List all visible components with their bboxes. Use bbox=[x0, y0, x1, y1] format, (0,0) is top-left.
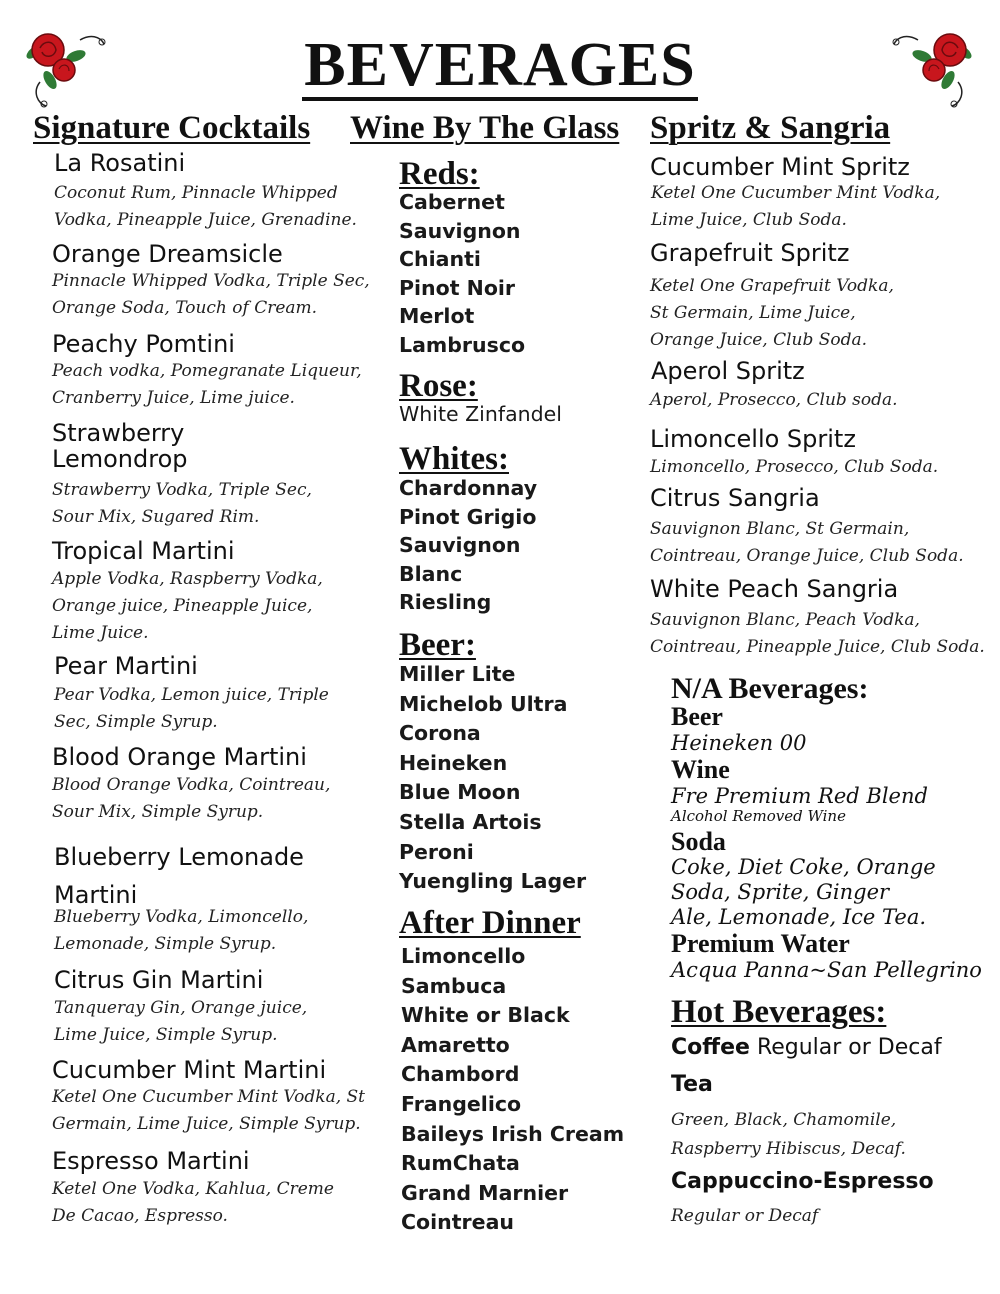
beer-list bbox=[399, 660, 586, 897]
list-item: Grand Marnier bbox=[401, 1180, 569, 1205]
list-item: Corona bbox=[399, 721, 481, 746]
hot-tea-label: Tea bbox=[671, 1072, 713, 1097]
cocktail-desc: Blood Orange Vodka, Cointreau, Sour Mix, Simple Syrup. bbox=[52, 775, 331, 822]
na-beer-label: Beer bbox=[671, 702, 723, 731]
cocktail-desc: Pinnacle Whipped Vodka, Triple Sec, Orange Soda, Touch of Cream. bbox=[52, 271, 370, 318]
list-item: Sambuca bbox=[401, 973, 507, 998]
cocktail-desc: Coconut Rum, Pinnacle Whipped Vodka, Pineapple Juice, Grenadine. bbox=[54, 183, 357, 230]
spritz-desc: Sauvignon Blanc, St Germain, Cointreau, Orange Juice, Club Soda. bbox=[650, 519, 964, 566]
na-beer-value: Heineken 00 bbox=[671, 731, 807, 755]
list-item: Miller Lite bbox=[399, 662, 516, 686]
cocktail-desc: Peach vodka, Pomegranate Liqueur, Cranberry Juice, Lime juice. bbox=[52, 361, 362, 408]
spritz-desc: Aperol, Prosecco, Club soda. bbox=[650, 390, 898, 410]
cocktail-name: Cucumber Mint Martini bbox=[52, 1056, 327, 1084]
reds-list bbox=[399, 188, 525, 359]
na-wine-label: Wine bbox=[671, 755, 730, 784]
cocktail-desc: Strawberry Vodka, Triple Sec, Sour Mix, Sugared Rim. bbox=[52, 480, 312, 527]
after-dinner-heading: After Dinner bbox=[399, 905, 581, 941]
hot-cappuccino-label: Cappuccino-Espresso bbox=[671, 1169, 934, 1194]
list-item: Frangelico bbox=[401, 1091, 522, 1116]
na-beverages-heading: N/A Beverages: bbox=[671, 672, 869, 705]
list-item: Michelob Ultra bbox=[399, 691, 568, 716]
rose-list bbox=[399, 400, 562, 429]
list-item: Sauvignon bbox=[399, 218, 521, 243]
after-dinner-list bbox=[401, 942, 624, 1238]
spritz-desc: Limoncello, Prosecco, Club Soda. bbox=[650, 457, 939, 477]
reds-heading: Reds: bbox=[399, 156, 480, 192]
hot-coffee-value: Regular or Decaf bbox=[756, 1035, 942, 1060]
cocktail-name: Blood Orange Martini bbox=[52, 743, 307, 771]
cocktail-name: Espresso Martini bbox=[52, 1147, 250, 1175]
list-item: Amaretto bbox=[401, 1032, 510, 1057]
signature-cocktails-heading: Signature Cocktails bbox=[33, 110, 311, 146]
cocktail-name: Blueberry Lemonade Martini bbox=[54, 843, 304, 909]
spritz-name: White Peach Sangria bbox=[650, 575, 899, 603]
list-item: Stella Artois bbox=[399, 809, 542, 834]
hot-beverages-heading: Hot Beverages: bbox=[671, 994, 887, 1030]
list-item: Chardonnay bbox=[399, 476, 538, 500]
rose-heading: Rose: bbox=[399, 368, 478, 404]
hot-coffee-label: Coffee bbox=[671, 1035, 750, 1060]
cocktail-name: La Rosatini bbox=[54, 149, 186, 177]
cocktail-name: Strawberry Lemondrop bbox=[52, 419, 188, 473]
list-item: White or Black bbox=[401, 1003, 570, 1028]
spritz-name: Citrus Sangria bbox=[650, 484, 820, 512]
na-wine-note: Alcohol Removed Wine bbox=[671, 807, 846, 825]
spritz-desc: Sauvignon Blanc, Peach Vodka, Cointreau, Pineapple Juice, Club Soda. bbox=[650, 610, 985, 657]
spritz-desc: Ketel One Cucumber Mint Vodka, Lime Juice, Club Soda. bbox=[651, 183, 941, 230]
beer-heading: Beer: bbox=[399, 627, 476, 663]
spritz-name: Aperol Spritz bbox=[651, 357, 805, 385]
cocktail-desc: Tanqueray Gin, Orange juice, Lime Juice, Simple Syrup. bbox=[54, 998, 308, 1045]
list-item: White Zinfandel bbox=[399, 402, 562, 426]
spritz-desc: Ketel One Grapefruit Vodka, St Germain, Lime Juice, Orange Juice, Club Soda. bbox=[650, 276, 894, 350]
cocktail-desc: Blueberry Vodka, Limoncello, Lemonade, Simple Syrup. bbox=[54, 907, 309, 954]
spritz-name: Grapefruit Spritz bbox=[650, 239, 850, 267]
na-soda-value: Coke, Diet Coke, Orange Soda, Sprite, Ginger Ale, Lemonade, Ice Tea. bbox=[671, 855, 936, 929]
cocktail-name: Tropical Martini bbox=[52, 537, 235, 565]
na-soda-label: Soda bbox=[671, 827, 726, 856]
hot-coffee bbox=[671, 1035, 942, 1060]
list-item: Peroni bbox=[399, 839, 474, 864]
cocktail-name: Pear Martini bbox=[54, 652, 198, 680]
list-item: Blue Moon bbox=[399, 780, 521, 805]
cocktail-name: Peachy Pomtini bbox=[52, 330, 235, 358]
list-item: Limoncello bbox=[401, 944, 526, 968]
list-item: Pinot Noir bbox=[399, 275, 516, 300]
spritz-name: Cucumber Mint Spritz bbox=[650, 153, 910, 181]
hot-cappuccino-value: Regular or Decaf bbox=[671, 1206, 819, 1226]
wine-by-glass-heading: Wine By The Glass bbox=[350, 110, 620, 146]
list-item: Riesling bbox=[399, 590, 492, 614]
whites-list bbox=[399, 474, 537, 617]
spritz-sangria-heading: Spritz & Sangria bbox=[650, 110, 891, 146]
cocktail-desc: Pear Vodka, Lemon juice, Triple Sec, Simple Syrup. bbox=[54, 685, 329, 732]
cocktail-desc: Ketel One Cucumber Mint Vodka, St Germain, Lime Juice, Simple Syrup. bbox=[52, 1087, 365, 1134]
cocktail-desc: Ketel One Vodka, Kahlua, Creme De Cacao, Espresso. bbox=[52, 1179, 334, 1226]
list-item: Baileys Irish Cream bbox=[401, 1121, 625, 1146]
na-water-label: Premium Water bbox=[671, 929, 850, 958]
list-item: Cointreau bbox=[401, 1210, 514, 1235]
list-item: Yuengling Lager bbox=[399, 869, 587, 894]
list-item: Lambrusco bbox=[399, 332, 526, 357]
cocktail-name: Citrus Gin Martini bbox=[54, 966, 264, 994]
list-item: Cabernet bbox=[399, 190, 505, 214]
list-item: Chambord bbox=[401, 1062, 520, 1087]
list-item: Sauvignon bbox=[399, 533, 521, 557]
list-item: Blanc bbox=[399, 561, 463, 586]
list-item: Merlot bbox=[399, 304, 475, 328]
hot-tea-value: Green, Black, Chamomile, Raspberry Hibiscus, Decaf. bbox=[671, 1110, 906, 1159]
spritz-name: Limoncello Spritz bbox=[650, 425, 856, 453]
cocktail-desc: Apple Vodka, Raspberry Vodka, Orange juice, Pineapple Juice, Lime Juice. bbox=[52, 569, 323, 643]
whites-heading: Whites: bbox=[399, 441, 509, 477]
na-wine-value: Fre Premium Red Blend bbox=[671, 784, 928, 808]
list-item: RumChata bbox=[401, 1151, 520, 1176]
list-item: Chianti bbox=[399, 247, 481, 271]
list-item: Pinot Grigio bbox=[399, 504, 537, 529]
page-title: BEVERAGES bbox=[304, 31, 696, 99]
na-water-value: Acqua Panna~San Pellegrino bbox=[671, 958, 982, 982]
cocktail-name: Orange Dreamsicle bbox=[52, 240, 283, 268]
list-item: Heineken bbox=[399, 750, 508, 775]
